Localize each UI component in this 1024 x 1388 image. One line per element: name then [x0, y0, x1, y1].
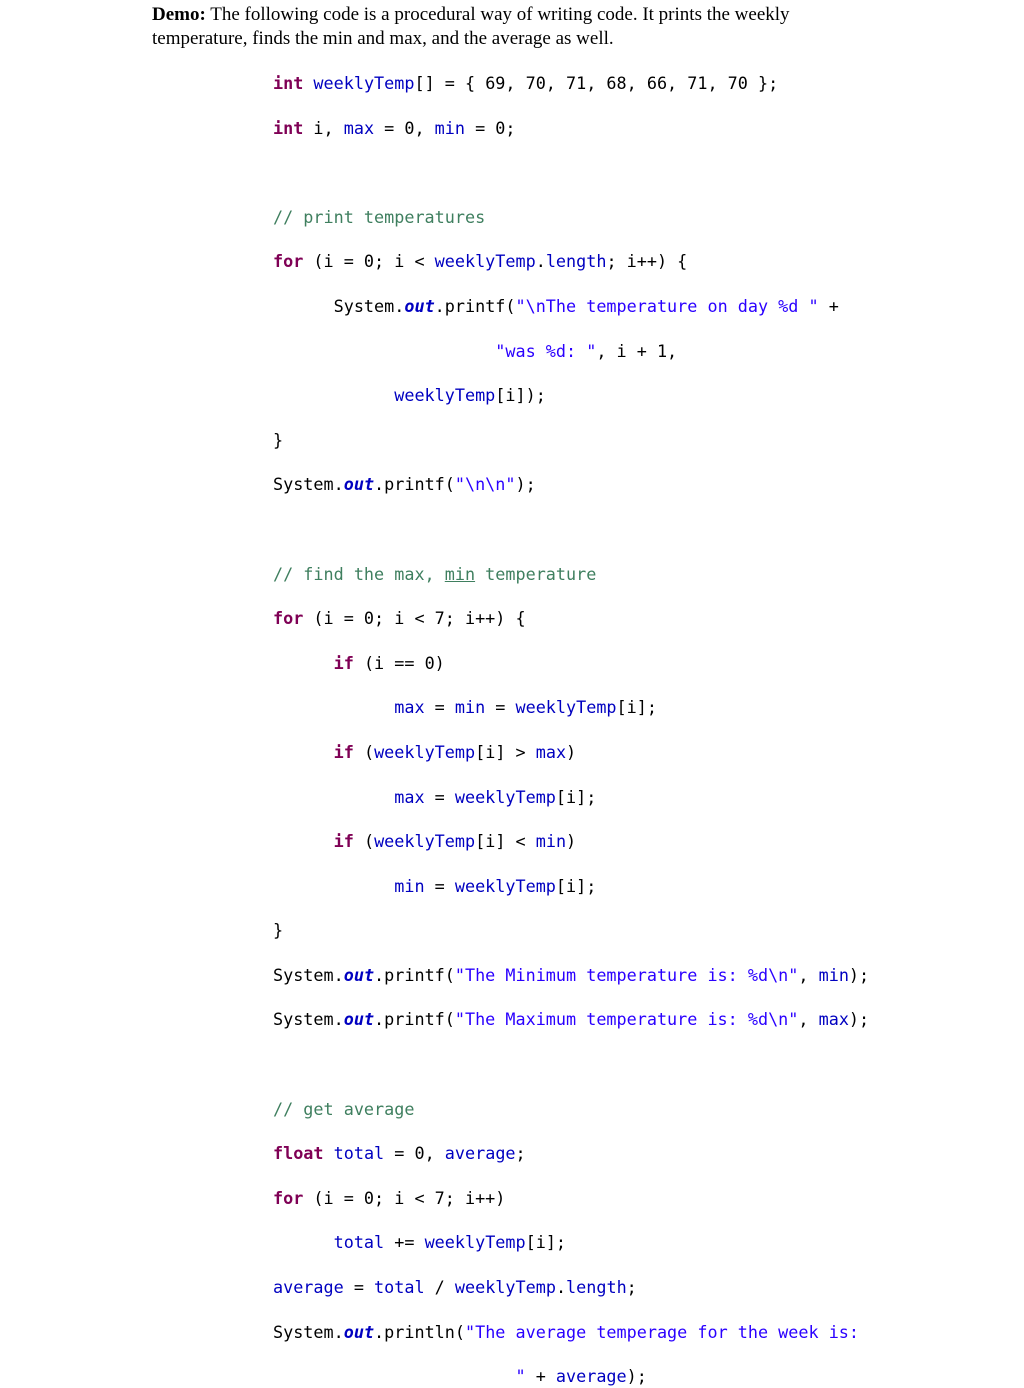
code-line	[273, 607, 869, 629]
keyword-int: int	[273, 117, 304, 138]
blank-line	[273, 161, 869, 183]
code-text: ;	[515, 1143, 526, 1164]
var-weeklytemp: weeklyTemp	[424, 1232, 526, 1253]
code-line	[273, 384, 869, 406]
var-weeklytemp: weeklyTemp	[515, 697, 617, 718]
code-line	[273, 295, 869, 317]
var-weeklytemp: weeklyTemp	[434, 251, 536, 272]
code-block	[273, 72, 869, 1388]
code-text: }	[273, 429, 284, 450]
code-text: (	[353, 831, 375, 852]
code-text: .printf(	[374, 964, 455, 985]
code-line	[273, 919, 869, 941]
var-max: max	[343, 117, 375, 138]
code-text: =	[424, 697, 455, 718]
intro-text: The following code is a procedural way of writing code. It prints the weekly temperature, finds the min and max, and the average as well.	[152, 4, 790, 49]
keyword-if: if	[333, 831, 354, 852]
code-text: =	[424, 786, 455, 807]
var-weeklytemp: weeklyTemp	[454, 1277, 556, 1298]
var-weeklytemp: weeklyTemp	[454, 875, 556, 896]
code-text: .printf(	[374, 1009, 455, 1030]
code-text: )	[566, 741, 577, 762]
code-text: .printf(	[434, 295, 516, 316]
code-text: =	[424, 875, 455, 896]
code-text: System.	[273, 964, 344, 985]
code-line	[273, 117, 869, 139]
code-text: System.	[273, 1009, 344, 1030]
code-line	[273, 340, 869, 362]
field-out: out	[343, 964, 375, 985]
var-max: max	[394, 697, 425, 718]
code-text: System.	[273, 1321, 344, 1342]
code-line	[273, 206, 869, 228]
code-text: [i] >	[475, 741, 536, 762]
field-out: out	[404, 295, 435, 316]
code-text: [] = { 69, 70, 71, 68, 66, 71, 70 };	[414, 73, 779, 93]
var-min: min	[394, 875, 425, 896]
field-out: out	[343, 474, 375, 495]
code-text: = 0,	[374, 117, 435, 138]
comment	[273, 564, 596, 584]
code-text: ; i++) {	[606, 251, 688, 272]
code-text: (i = 0; i < 7; i++) {	[303, 608, 526, 629]
code-text: = 0,	[384, 1143, 445, 1164]
code-line	[273, 1276, 869, 1298]
code-text: +	[525, 1366, 556, 1387]
field-out: out	[343, 1321, 375, 1342]
code-line	[273, 72, 869, 94]
code-text: [i];	[525, 1232, 567, 1253]
field-out: out	[343, 1009, 375, 1030]
comment-text: temperature	[475, 563, 597, 584]
code-line	[273, 696, 869, 718]
string-literal: "was %d: "	[495, 340, 597, 361]
var-weeklytemp: weeklyTemp	[454, 786, 556, 807]
var-max: max	[394, 786, 425, 807]
code-text: }	[273, 920, 284, 941]
intro-paragraph	[152, 3, 872, 51]
var-total: total	[333, 1232, 385, 1253]
code-line	[273, 563, 869, 585]
code-line	[273, 741, 869, 763]
code-line	[273, 786, 869, 808]
var-min: min	[535, 831, 567, 852]
code-text: .println(	[374, 1321, 465, 1342]
var-weeklytemp: weeklyTemp	[394, 385, 496, 406]
field-length: length	[545, 251, 607, 272]
var-average: average	[555, 1366, 627, 1387]
comment: // get average	[273, 1098, 415, 1119]
code-text: )	[566, 831, 577, 852]
string-literal: "	[515, 1366, 526, 1387]
code-text: [i];	[616, 697, 657, 718]
keyword-int: int	[273, 73, 304, 93]
code-text: [i] <	[475, 831, 536, 852]
code-text: (i == 0)	[353, 652, 445, 673]
blank-line	[273, 1053, 869, 1075]
var-min: min	[434, 117, 465, 138]
code-text: [i];	[555, 786, 597, 807]
var-max: max	[535, 741, 567, 762]
code-text: , i + 1,	[596, 340, 678, 361]
field-length: length	[566, 1277, 627, 1298]
blank-line	[273, 518, 869, 540]
var-max: max	[818, 1009, 849, 1030]
code-line	[273, 1321, 869, 1343]
code-text: System.	[273, 474, 344, 495]
code-text: /	[424, 1277, 455, 1298]
var-weeklytemp: weeklyTemp	[374, 741, 476, 762]
code-text: =	[485, 697, 516, 718]
string-literal: "\nThe temperature on day %d "	[515, 295, 819, 316]
var-average: average	[273, 1277, 344, 1298]
comment-underlined-word: min	[444, 563, 476, 584]
code-line	[273, 964, 869, 986]
string-literal: "The Minimum temperature is: %d\n"	[454, 964, 799, 985]
code-text: (i = 0; i <	[303, 251, 435, 272]
code-line	[273, 429, 869, 451]
comment: // print temperatures	[273, 206, 486, 227]
code-line	[273, 1098, 869, 1120]
keyword-if: if	[333, 652, 354, 673]
code-line	[273, 875, 869, 897]
keyword-for: for	[273, 1187, 304, 1208]
code-line	[273, 1187, 869, 1209]
code-text: +=	[384, 1232, 425, 1253]
string-literal: "The Maximum temperature is: %d\n"	[454, 1009, 799, 1030]
code-text: );	[848, 1009, 870, 1030]
code-text: .	[555, 1277, 567, 1298]
demo-label: Demo:	[152, 4, 206, 25]
var-average: average	[444, 1143, 516, 1164]
code-text: ;	[626, 1277, 637, 1298]
code-text: (	[353, 741, 375, 762]
keyword-for: for	[273, 608, 304, 629]
var-min: min	[454, 697, 486, 718]
keyword-if: if	[333, 741, 354, 762]
code-text: =	[343, 1277, 375, 1298]
code-text: );	[626, 1366, 647, 1387]
code-line	[273, 1365, 869, 1387]
keyword-float: float	[273, 1143, 324, 1164]
code-text: i,	[303, 117, 344, 138]
var-total: total	[374, 1277, 425, 1298]
code-text: (i = 0; i < 7; i++)	[303, 1187, 506, 1208]
code-text: [i];	[555, 875, 597, 896]
var-weeklytemp: weeklyTemp	[313, 73, 415, 93]
code-text: [i]);	[495, 385, 546, 406]
code-line	[273, 250, 869, 272]
code-text: ,	[798, 964, 819, 985]
var-min: min	[818, 964, 849, 985]
code-text: = 0;	[464, 117, 516, 138]
code-line	[273, 830, 869, 852]
code-text	[324, 1143, 334, 1163]
code-text: .	[535, 251, 546, 272]
code-line	[273, 473, 869, 495]
code-text: ,	[798, 1009, 819, 1030]
code-text: );	[515, 474, 536, 495]
keyword-for: for	[273, 251, 304, 272]
code-text: System.	[333, 295, 405, 316]
code-text: );	[848, 964, 870, 985]
code-text: +	[818, 295, 839, 316]
string-literal: "The average temperage for the week is:	[464, 1321, 860, 1342]
var-weeklytemp: weeklyTemp	[374, 831, 476, 852]
code-line	[273, 1142, 869, 1164]
code-text: .printf(	[374, 474, 455, 495]
string-literal: "\n\n"	[454, 474, 516, 495]
comment-text: // find the max,	[273, 563, 445, 584]
code-line	[273, 652, 869, 674]
code-line	[273, 1008, 869, 1030]
var-total: total	[333, 1143, 385, 1164]
code-line	[273, 1231, 869, 1253]
